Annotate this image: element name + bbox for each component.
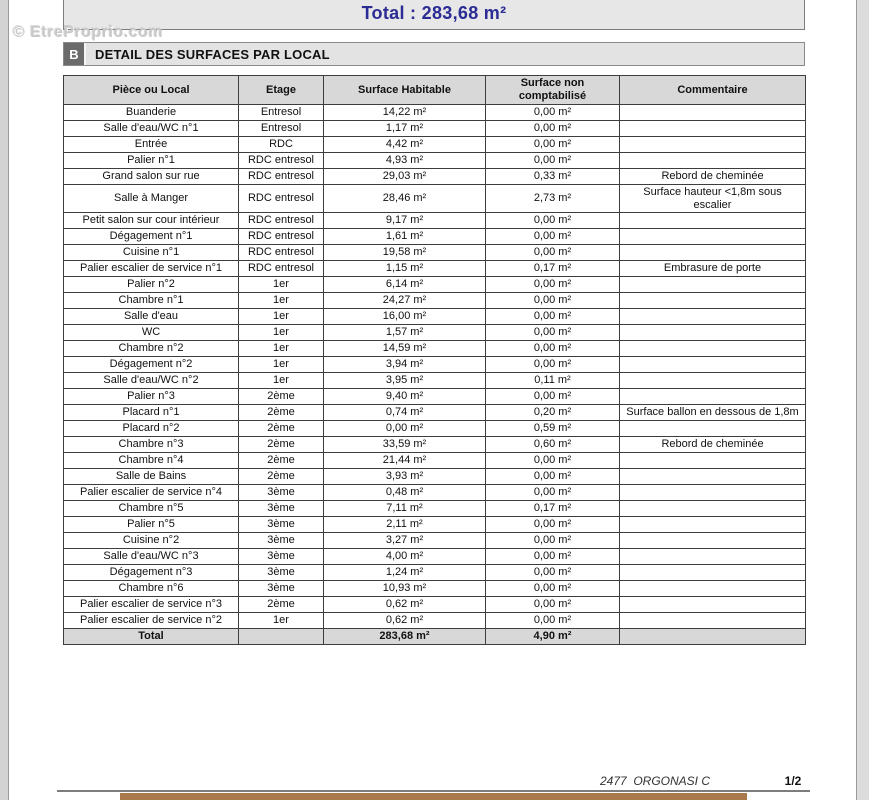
- cell-surface-habitable: 3,95 m²: [324, 373, 486, 389]
- table-row: [64, 341, 806, 357]
- cell-piece: Chambre n°1: [64, 293, 239, 309]
- cell-piece: Petit salon sur cour intérieur: [64, 213, 239, 229]
- cell-etage: RDC entresol: [239, 229, 324, 245]
- cell-surface-habitable: 29,03 m²: [324, 169, 486, 185]
- cell-etage: 1er: [239, 293, 324, 309]
- cell-piece: Palier n°1: [64, 153, 239, 169]
- cell-surface-non-comptabilise: 0,00 m²: [486, 485, 620, 501]
- cell-surface-non-comptabilise: 0,00 m²: [486, 213, 620, 229]
- cell-surface-habitable: 16,00 m²: [324, 309, 486, 325]
- watermark-text: © EtreProprio.com: [13, 24, 164, 41]
- cell-commentaire: [620, 485, 806, 501]
- table-total-row: [64, 629, 806, 645]
- cell-surface-non-comptabilise: 0,00 m²: [486, 121, 620, 137]
- cell-etage: 2ème: [239, 437, 324, 453]
- cell-piece: Cuisine n°1: [64, 245, 239, 261]
- cell-surface-non-comptabilise: 0,00 m²: [486, 309, 620, 325]
- total-cell-surface-habitable: 283,68 m²: [324, 629, 486, 645]
- cell-commentaire: [620, 421, 806, 437]
- table-row: [64, 229, 806, 245]
- cell-etage: 2ème: [239, 421, 324, 437]
- column-header-commentaire: Commentaire: [620, 76, 806, 105]
- cell-surface-non-comptabilise: 0,59 m²: [486, 421, 620, 437]
- cell-etage: 1er: [239, 309, 324, 325]
- cell-surface-habitable: 1,24 m²: [324, 565, 486, 581]
- cell-piece: Salle d'eau: [64, 309, 239, 325]
- cell-surface-habitable: 7,11 m²: [324, 501, 486, 517]
- cell-etage: RDC entresol: [239, 185, 324, 213]
- cell-etage: 3ème: [239, 485, 324, 501]
- cell-piece: Palier n°3: [64, 389, 239, 405]
- cell-piece: Palier escalier de service n°1: [64, 261, 239, 277]
- cell-commentaire: [620, 565, 806, 581]
- table-row: [64, 565, 806, 581]
- cell-etage: 3ème: [239, 533, 324, 549]
- cell-piece: Dégagement n°1: [64, 229, 239, 245]
- table-row: [64, 121, 806, 137]
- cell-surface-non-comptabilise: 0,00 m²: [486, 517, 620, 533]
- cell-commentaire: [620, 533, 806, 549]
- cell-piece: Salle à Manger: [64, 185, 239, 213]
- cell-surface-non-comptabilise: 0,00 m²: [486, 357, 620, 373]
- cell-commentaire: Embrasure de porte: [620, 261, 806, 277]
- column-header-surface-non-comptabilise: Surface non comptabilisé: [486, 76, 620, 105]
- total-banner: [63, 0, 805, 30]
- table-row: [64, 261, 806, 277]
- cell-etage: 2ème: [239, 405, 324, 421]
- cell-surface-habitable: 1,17 m²: [324, 121, 486, 137]
- cell-commentaire: [620, 293, 806, 309]
- cell-surface-habitable: 14,59 m²: [324, 341, 486, 357]
- cell-commentaire: [620, 597, 806, 613]
- cell-commentaire: [620, 229, 806, 245]
- table-row: [64, 421, 806, 437]
- table-row: [64, 357, 806, 373]
- table-row: [64, 517, 806, 533]
- table-row: [64, 137, 806, 153]
- cell-commentaire: Rebord de cheminée: [620, 437, 806, 453]
- cell-piece: Chambre n°2: [64, 341, 239, 357]
- cell-surface-habitable: 1,15 m²: [324, 261, 486, 277]
- cell-surface-habitable: 3,27 m²: [324, 533, 486, 549]
- cell-commentaire: [620, 277, 806, 293]
- table-row: [64, 277, 806, 293]
- cell-etage: 1er: [239, 325, 324, 341]
- cell-surface-habitable: 4,00 m²: [324, 549, 486, 565]
- table-row: [64, 169, 806, 185]
- table-row: [64, 581, 806, 597]
- table-header-row: [64, 76, 806, 105]
- cell-etage: 3ème: [239, 517, 324, 533]
- cell-surface-non-comptabilise: 0,17 m²: [486, 501, 620, 517]
- cell-surface-non-comptabilise: 0,00 m²: [486, 293, 620, 309]
- cell-commentaire: [620, 373, 806, 389]
- bottom-brown-bar: [120, 793, 747, 800]
- cell-surface-habitable: 14,22 m²: [324, 105, 486, 121]
- cell-etage: RDC entresol: [239, 169, 324, 185]
- cell-etage: 1er: [239, 373, 324, 389]
- cell-surface-habitable: 4,93 m²: [324, 153, 486, 169]
- table-row: [64, 213, 806, 229]
- cell-commentaire: [620, 501, 806, 517]
- cell-surface-non-comptabilise: 0,00 m²: [486, 565, 620, 581]
- cell-etage: RDC entresol: [239, 261, 324, 277]
- total-cell-surface-non-comptabilise: 4,90 m²: [486, 629, 620, 645]
- table-row: [64, 533, 806, 549]
- cell-surface-non-comptabilise: 0,00 m²: [486, 245, 620, 261]
- cell-surface-non-comptabilise: 0,20 m²: [486, 405, 620, 421]
- cell-surface-non-comptabilise: 0,60 m²: [486, 437, 620, 453]
- total-banner-text: Total : 283,68 m²: [361, 3, 507, 23]
- section-badge: B: [64, 43, 86, 65]
- cell-piece: Placard n°2: [64, 421, 239, 437]
- cell-surface-habitable: 19,58 m²: [324, 245, 486, 261]
- cell-piece: Dégagement n°3: [64, 565, 239, 581]
- cell-surface-habitable: 0,74 m²: [324, 405, 486, 421]
- cell-surface-habitable: 3,93 m²: [324, 469, 486, 485]
- cell-surface-habitable: 3,94 m²: [324, 357, 486, 373]
- table-row: [64, 373, 806, 389]
- cell-surface-habitable: 4,42 m²: [324, 137, 486, 153]
- cell-piece: Salle d'eau/WC n°3: [64, 549, 239, 565]
- cell-surface-habitable: 2,11 m²: [324, 517, 486, 533]
- cell-commentaire: [620, 469, 806, 485]
- cell-surface-non-comptabilise: 2,73 m²: [486, 185, 620, 213]
- cell-piece: Dégagement n°2: [64, 357, 239, 373]
- table-row: [64, 597, 806, 613]
- cell-surface-habitable: 6,14 m²: [324, 277, 486, 293]
- table-row: [64, 501, 806, 517]
- table-body: [64, 105, 806, 645]
- cell-commentaire: [620, 137, 806, 153]
- cell-piece: Chambre n°3: [64, 437, 239, 453]
- cell-commentaire: [620, 105, 806, 121]
- cell-etage: RDC entresol: [239, 153, 324, 169]
- cell-surface-non-comptabilise: 0,00 m²: [486, 137, 620, 153]
- footer-page-number: 1/2: [784, 774, 802, 788]
- cell-piece: Palier escalier de service n°2: [64, 613, 239, 629]
- cell-piece: Placard n°1: [64, 405, 239, 421]
- table-row: [64, 485, 806, 501]
- total-cell-commentaire: [620, 629, 806, 645]
- cell-commentaire: [620, 121, 806, 137]
- cell-surface-non-comptabilise: 0,00 m²: [486, 105, 620, 121]
- cell-surface-habitable: 0,48 m²: [324, 485, 486, 501]
- cell-etage: 2ème: [239, 469, 324, 485]
- cell-surface-non-comptabilise: 0,00 m²: [486, 613, 620, 629]
- cell-commentaire: [620, 357, 806, 373]
- cell-piece: Chambre n°5: [64, 501, 239, 517]
- cell-surface-non-comptabilise: 0,33 m²: [486, 169, 620, 185]
- cell-surface-non-comptabilise: 0,00 m²: [486, 549, 620, 565]
- cell-etage: 3ème: [239, 501, 324, 517]
- cell-piece: Palier n°2: [64, 277, 239, 293]
- cell-surface-non-comptabilise: 0,00 m²: [486, 229, 620, 245]
- cell-surface-habitable: 21,44 m²: [324, 453, 486, 469]
- table-row: [64, 613, 806, 629]
- table-row: [64, 153, 806, 169]
- cell-etage: Entresol: [239, 105, 324, 121]
- cell-surface-habitable: 24,27 m²: [324, 293, 486, 309]
- table-row: [64, 453, 806, 469]
- cell-piece: Palier n°5: [64, 517, 239, 533]
- page-right-edge: [856, 0, 869, 800]
- table-row: [64, 405, 806, 421]
- cell-surface-habitable: 0,62 m²: [324, 597, 486, 613]
- column-header-etage: Etage: [239, 76, 324, 105]
- cell-etage: 3ème: [239, 581, 324, 597]
- cell-piece: Chambre n°6: [64, 581, 239, 597]
- cell-piece: Chambre n°4: [64, 453, 239, 469]
- cell-surface-non-comptabilise: 0,00 m²: [486, 469, 620, 485]
- cell-etage: 1er: [239, 357, 324, 373]
- footer-rule: [57, 790, 810, 792]
- cell-commentaire: [620, 153, 806, 169]
- cell-etage: 2ème: [239, 453, 324, 469]
- table-head: [64, 76, 806, 105]
- cell-etage: RDC entresol: [239, 213, 324, 229]
- cell-piece: WC: [64, 325, 239, 341]
- cell-surface-habitable: 1,57 m²: [324, 325, 486, 341]
- cell-piece: Cuisine n°2: [64, 533, 239, 549]
- cell-etage: 1er: [239, 277, 324, 293]
- cell-piece: Salle d'eau/WC n°1: [64, 121, 239, 137]
- cell-surface-non-comptabilise: 0,00 m²: [486, 153, 620, 169]
- surfaces-table: [63, 75, 806, 645]
- cell-piece: Salle d'eau/WC n°2: [64, 373, 239, 389]
- cell-commentaire: [620, 613, 806, 629]
- cell-surface-habitable: 0,00 m²: [324, 421, 486, 437]
- cell-etage: 1er: [239, 341, 324, 357]
- cell-etage: Entresol: [239, 121, 324, 137]
- table-row: [64, 245, 806, 261]
- cell-piece: Salle de Bains: [64, 469, 239, 485]
- cell-commentaire: [620, 389, 806, 405]
- cell-commentaire: [620, 453, 806, 469]
- cell-etage: 2ème: [239, 389, 324, 405]
- cell-surface-non-comptabilise: 0,00 m²: [486, 597, 620, 613]
- cell-etage: 2ème: [239, 597, 324, 613]
- cell-surface-non-comptabilise: 0,11 m²: [486, 373, 620, 389]
- cell-surface-non-comptabilise: 0,17 m²: [486, 261, 620, 277]
- cell-commentaire: Surface ballon en dessous de 1,8m: [620, 405, 806, 421]
- cell-etage: RDC: [239, 137, 324, 153]
- cell-surface-habitable: 33,59 m²: [324, 437, 486, 453]
- cell-commentaire: [620, 213, 806, 229]
- table-row: [64, 437, 806, 453]
- cell-commentaire: [620, 309, 806, 325]
- cell-commentaire: [620, 517, 806, 533]
- cell-commentaire: [620, 341, 806, 357]
- cell-surface-non-comptabilise: 0,00 m²: [486, 389, 620, 405]
- cell-surface-non-comptabilise: 0,00 m²: [486, 341, 620, 357]
- footer-reference: 2477 ORGONASI C: [599, 774, 711, 788]
- column-header-surface-habitable: Surface Habitable: [324, 76, 486, 105]
- cell-surface-habitable: 9,40 m²: [324, 389, 486, 405]
- cell-surface-non-comptabilise: 0,00 m²: [486, 453, 620, 469]
- cell-etage: 3ème: [239, 549, 324, 565]
- cell-commentaire: [620, 325, 806, 341]
- cell-commentaire: [620, 581, 806, 597]
- cell-surface-habitable: 28,46 m²: [324, 185, 486, 213]
- cell-piece: Grand salon sur rue: [64, 169, 239, 185]
- cell-piece: Palier escalier de service n°3: [64, 597, 239, 613]
- cell-piece: Palier escalier de service n°4: [64, 485, 239, 501]
- cell-surface-non-comptabilise: 0,00 m²: [486, 581, 620, 597]
- cell-surface-non-comptabilise: 0,00 m²: [486, 277, 620, 293]
- table-row: [64, 325, 806, 341]
- table-row: [64, 309, 806, 325]
- section-header: [63, 42, 805, 66]
- cell-surface-habitable: 1,61 m²: [324, 229, 486, 245]
- column-header-piece: Pièce ou Local: [64, 76, 239, 105]
- cell-commentaire: Rebord de cheminée: [620, 169, 806, 185]
- table-row: [64, 293, 806, 309]
- cell-commentaire: Surface hauteur <1,8m sous escalier: [620, 185, 806, 213]
- cell-surface-non-comptabilise: 0,00 m²: [486, 533, 620, 549]
- cell-piece: Entrée: [64, 137, 239, 153]
- cell-etage: 3ème: [239, 565, 324, 581]
- table-row: [64, 105, 806, 121]
- cell-etage: RDC entresol: [239, 245, 324, 261]
- section-title: DETAIL DES SURFACES PAR LOCAL: [95, 46, 330, 62]
- total-cell-etage: [239, 629, 324, 645]
- cell-commentaire: [620, 245, 806, 261]
- cell-commentaire: [620, 549, 806, 565]
- cell-surface-non-comptabilise: 0,00 m²: [486, 325, 620, 341]
- cell-surface-habitable: 9,17 m²: [324, 213, 486, 229]
- table-row: [64, 549, 806, 565]
- page-left-edge: [0, 0, 9, 800]
- table-row: [64, 185, 806, 213]
- cell-etage: 1er: [239, 613, 324, 629]
- cell-surface-habitable: 10,93 m²: [324, 581, 486, 597]
- table-row: [64, 469, 806, 485]
- cell-piece: Buanderie: [64, 105, 239, 121]
- total-cell-piece: Total: [64, 629, 239, 645]
- table-row: [64, 389, 806, 405]
- cell-surface-habitable: 0,62 m²: [324, 613, 486, 629]
